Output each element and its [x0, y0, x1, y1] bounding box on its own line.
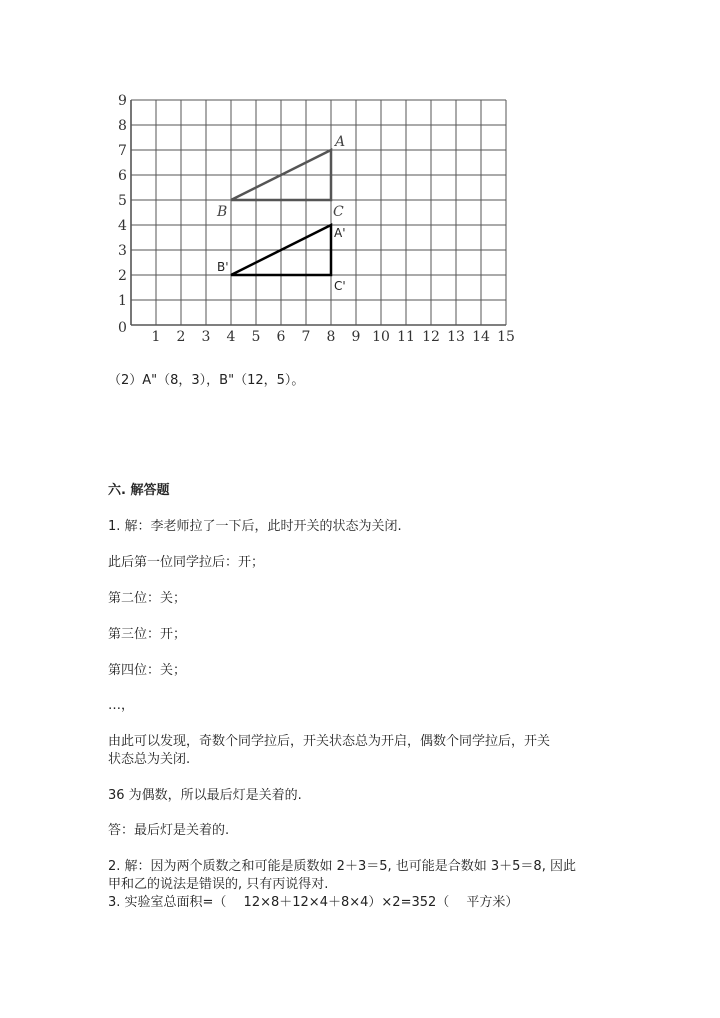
text-line: 第四位：关；	[108, 663, 187, 678]
text-line: 3. 实验室总面积=（ 12×8＋12×4＋8×4）×2=352（ 平方米）	[108, 895, 519, 910]
x-tick-label: 9	[351, 329, 361, 345]
x-tick-label: 4	[226, 329, 236, 345]
text-line: 由此可以发现，奇数个同学拉后，开关状态总为开启，偶数个同学拉后，开关	[108, 734, 551, 749]
text-line: 此后第一位同学拉后：开；	[108, 555, 265, 570]
text-line: 2. 解：因为两个质数之和可能是质数如 2＋3＝5, 也可能是合数如 3＋5＝8, 因此	[108, 859, 576, 874]
y-tick-label: 5	[118, 193, 127, 209]
point-label: C	[333, 204, 344, 220]
x-tick-label: 11	[397, 329, 415, 345]
x-tick-label: 14	[472, 329, 490, 345]
text-line: 36 为偶数，所以最后灯是关着的.	[108, 788, 302, 803]
x-tick-label: 15	[497, 329, 515, 345]
point-label: A'	[334, 226, 346, 240]
y-tick-label: 8	[118, 118, 127, 134]
text-line: 状态总为关闭.	[108, 752, 191, 767]
point-label: A	[335, 134, 346, 150]
coordinate-grid	[0, 0, 720, 360]
text-line: …，	[108, 698, 135, 713]
y-tick-label: 4	[118, 218, 127, 234]
x-tick-label: 13	[447, 329, 465, 345]
x-tick-label: 12	[422, 329, 440, 345]
point-label: B	[217, 204, 228, 220]
x-tick-label: 0	[118, 320, 127, 336]
y-tick-label: 2	[118, 268, 127, 284]
text-line: 甲和乙的说法是错误的, 只有丙说得对.	[108, 877, 329, 892]
text-line: 1. 解：李老师拉了一下后，此时开关的状态为关闭.	[108, 519, 402, 534]
y-tick-label: 1	[118, 293, 127, 309]
section-title: 六. 解答题	[108, 483, 170, 498]
x-tick-label: 8	[326, 329, 336, 345]
x-tick-label: 2	[176, 329, 186, 345]
text-line: 第二位：关；	[108, 591, 187, 606]
answer-part-2: （2）A"（8，3），B"（12，5）。	[108, 373, 305, 388]
y-tick-label: 6	[118, 168, 127, 184]
text-line: 答：最后灯是关着的.	[108, 823, 230, 838]
point-label: C'	[334, 279, 346, 293]
x-tick-label: 7	[301, 329, 311, 345]
text-line: 第三位：开；	[108, 627, 187, 642]
point-label: B'	[217, 260, 229, 274]
x-tick-label: 1	[151, 329, 161, 345]
x-tick-label: 6	[276, 329, 286, 345]
x-tick-label: 10	[372, 329, 390, 345]
x-tick-label: 5	[251, 329, 261, 345]
y-tick-label: 3	[118, 243, 127, 259]
y-tick-label: 9	[118, 93, 127, 109]
x-tick-label: 3	[201, 329, 211, 345]
y-tick-label: 7	[118, 143, 127, 159]
